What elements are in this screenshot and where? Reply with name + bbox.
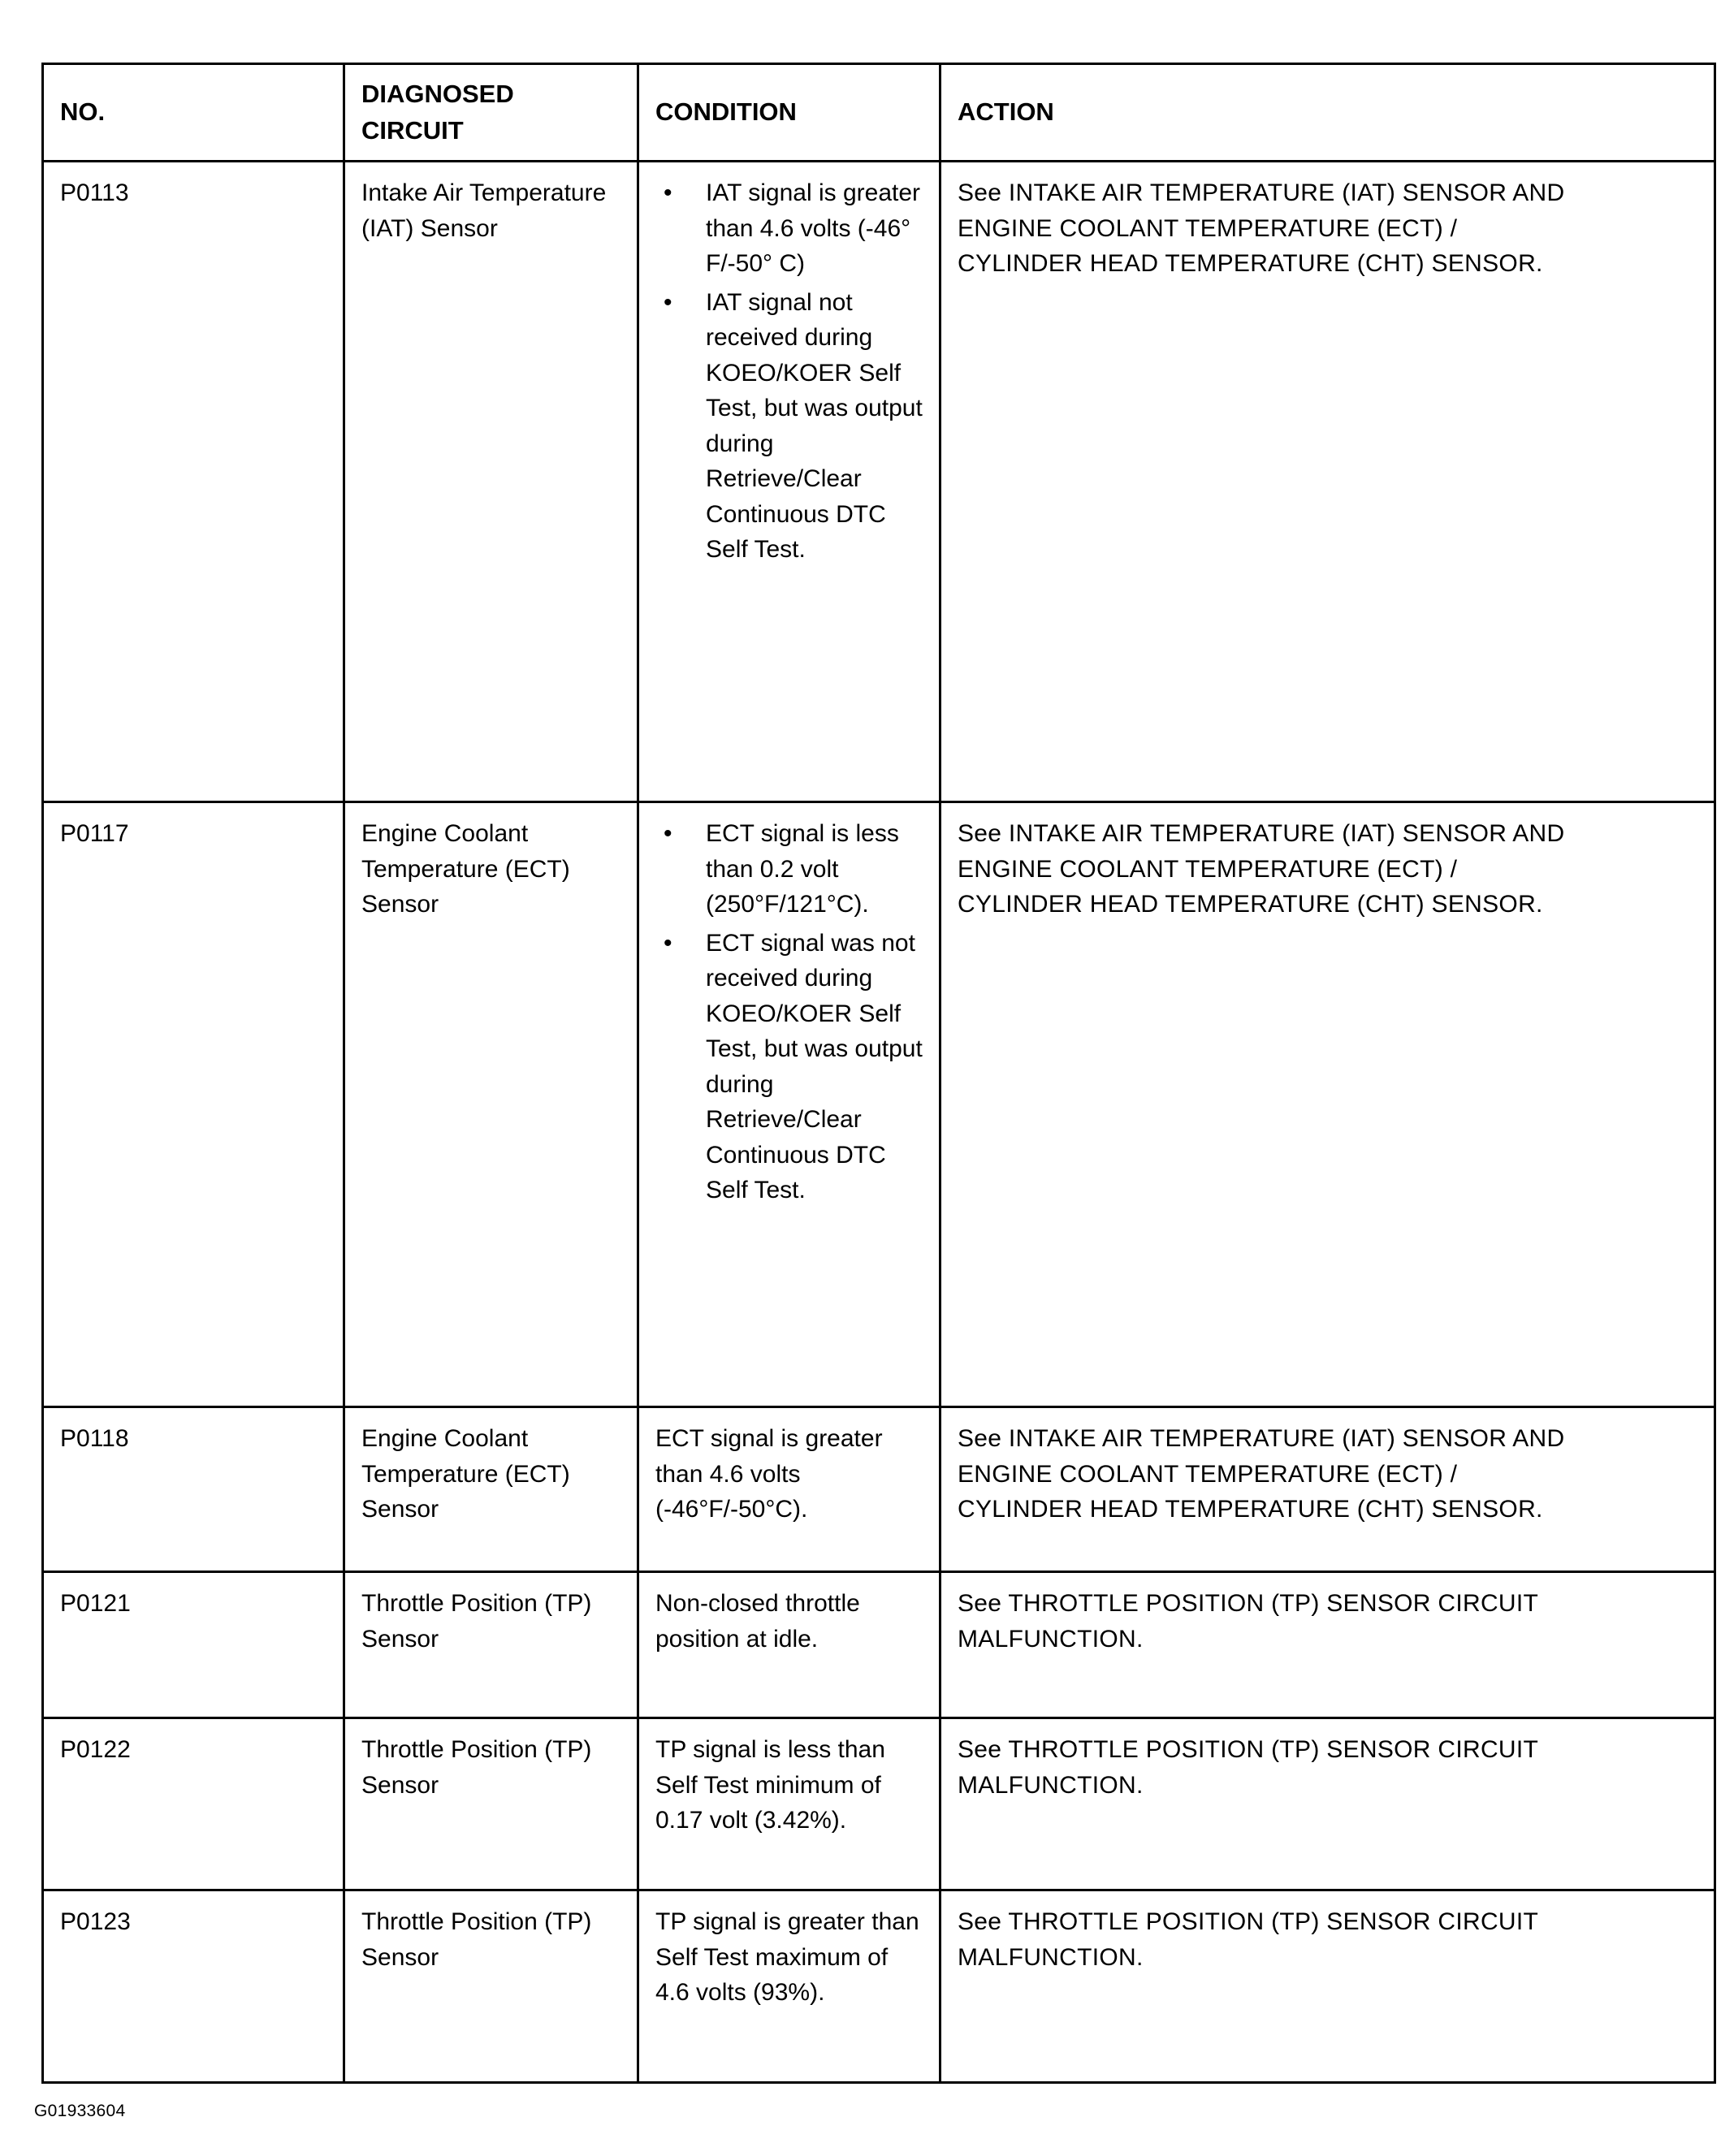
table-row — [43, 162, 1715, 802]
table-header-row — [43, 64, 1715, 162]
condition-item: • IAT signal not received during KOEO/KOER Self Test, but was output during Retrieve/Clear Continuous DTC Self Test. — [655, 285, 923, 568]
diagnosed-circuit-cell: Intake Air Temperature (IAT) Sensor — [344, 162, 638, 802]
action-cell: See INTAKE AIR TEMPERATURE (IAT) SENSOR AND ENGINE COOLANT TEMPERATURE (ECT) / CYLINDER HEAD TEMPERATURE (CHT) SENSOR. — [940, 802, 1715, 1407]
dtc-code-cell: P0117 — [43, 802, 344, 1407]
condition-cell: TP signal is greater than Self Test maximum of 4.6 volts (93%). — [638, 1890, 940, 2083]
condition-cell — [638, 802, 940, 1407]
action-cell: See INTAKE AIR TEMPERATURE (IAT) SENSOR AND ENGINE COOLANT TEMPERATURE (ECT) / CYLINDER HEAD TEMPERATURE (CHT) SENSOR. — [940, 1407, 1715, 1572]
table-row — [43, 1718, 1715, 1890]
table-row — [43, 1572, 1715, 1718]
dtc-code-cell: P0118 — [43, 1407, 344, 1572]
diagnosed-circuit-cell: Throttle Position (TP) Sensor — [344, 1718, 638, 1890]
condition-list — [655, 816, 923, 1208]
table-header-diagnosed-circuit: DIAGNOSED CIRCUIT — [344, 64, 638, 162]
diagnosed-circuit-cell: Engine Coolant Temperature (ECT) Sensor — [344, 1407, 638, 1572]
dtc-table — [41, 63, 1716, 2084]
diagnosed-circuit-cell: Throttle Position (TP) Sensor — [344, 1890, 638, 2083]
dtc-code-cell: P0122 — [43, 1718, 344, 1890]
action-cell: See THROTTLE POSITION (TP) SENSOR CIRCUIT MALFUNCTION. — [940, 1572, 1715, 1718]
table-header-action: ACTION — [940, 64, 1715, 162]
dtc-code-cell: P0123 — [43, 1890, 344, 2083]
table-header-no: NO. — [43, 64, 344, 162]
figure-id-label: G01933604 — [34, 2102, 126, 2120]
table-header-condition: CONDITION — [638, 64, 940, 162]
action-cell: See THROTTLE POSITION (TP) SENSOR CIRCUIT MALFUNCTION. — [940, 1718, 1715, 1890]
table-row — [43, 802, 1715, 1407]
diagnosed-circuit-cell: Throttle Position (TP) Sensor — [344, 1572, 638, 1718]
condition-item: • IAT signal is greater than 4.6 volts (-46° F/-50° C) — [655, 175, 923, 282]
condition-cell: TP signal is less than Self Test minimum of 0.17 volt (3.42%). — [638, 1718, 940, 1890]
condition-cell: ECT signal is greater than 4.6 volts (-46°F/-50°C). — [638, 1407, 940, 1572]
dtc-code-cell: P0113 — [43, 162, 344, 802]
condition-list — [655, 175, 923, 568]
table-row — [43, 1890, 1715, 2083]
condition-cell — [638, 162, 940, 802]
dtc-code-cell: P0121 — [43, 1572, 344, 1718]
condition-item: • ECT signal is less than 0.2 volt (250°F/121°C). — [655, 816, 923, 922]
diagnosed-circuit-cell: Engine Coolant Temperature (ECT) Sensor — [344, 802, 638, 1407]
action-cell: See INTAKE AIR TEMPERATURE (IAT) SENSOR AND ENGINE COOLANT TEMPERATURE (ECT) / CYLINDER HEAD TEMPERATURE (CHT) SENSOR. — [940, 162, 1715, 802]
action-cell: See THROTTLE POSITION (TP) SENSOR CIRCUIT MALFUNCTION. — [940, 1890, 1715, 2083]
condition-cell: Non-closed throttle position at idle. — [638, 1572, 940, 1718]
condition-item: • ECT signal was not received during KOEO/KOER Self Test, but was output during Retrieve/Clear Continuous DTC Self Test. — [655, 926, 923, 1208]
table-row — [43, 1407, 1715, 1572]
